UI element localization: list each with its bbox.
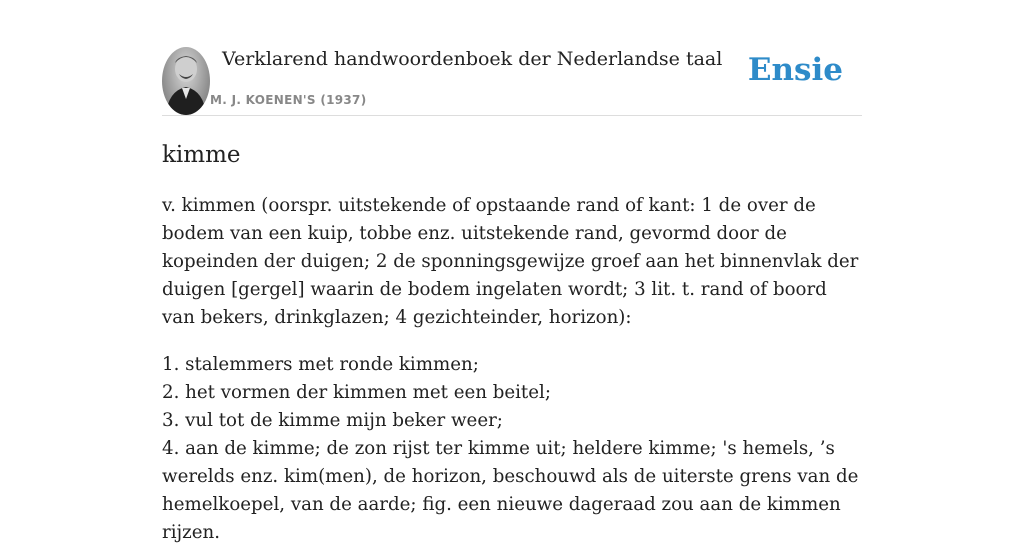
dictionary-title[interactable]: Verklarend handwoordenboek der Nederlandse taal — [222, 48, 723, 70]
list-item: 4. aan de kimme; de zon rijst ter kimme uit; heldere kimme; 's hemels, ’s werelds enz. kim(men), de horizon, beschouwd als de uiterste grens van de hemelkoepel, van de aarde; fig. een nieuwe dageraad zou aan de kimmen rijzen. — [162, 438, 859, 543]
dictionary-subtitle: M. J. KOENEN'S (1937) — [210, 93, 367, 107]
page — [162, 0, 862, 543]
entry-headword: kimme — [162, 142, 241, 168]
entry-definition: v. kimmen (oorspr. uitstekende of opstaande rand of kant: 1 de over de bodem van een kuip, tobbe enz. uitstekende rand, gevormd door de kopeinden der duigen; 2 de sponningsgewijze groef aan het binnenvlak der duigen [gergel] waarin de bodem ingelaten wordt; 3 lit. t. rand of boord van bekers, drinkglazen; 4 gezichteinder, horizon): — [162, 195, 859, 328]
dictionary-header — [162, 0, 862, 116]
example-list — [162, 351, 862, 547]
list-item: 1. stalemmers met ronde kimmen; — [162, 354, 479, 375]
list-item: 3. vul tot de kimme mijn beker weer; — [162, 410, 503, 431]
brand-logo-link[interactable]: Ensie — [747, 52, 843, 88]
author-portrait-icon — [162, 47, 210, 115]
portrait-svg — [162, 47, 210, 115]
list-item: 2. het vormen der kimmen met een beitel; — [162, 382, 551, 403]
